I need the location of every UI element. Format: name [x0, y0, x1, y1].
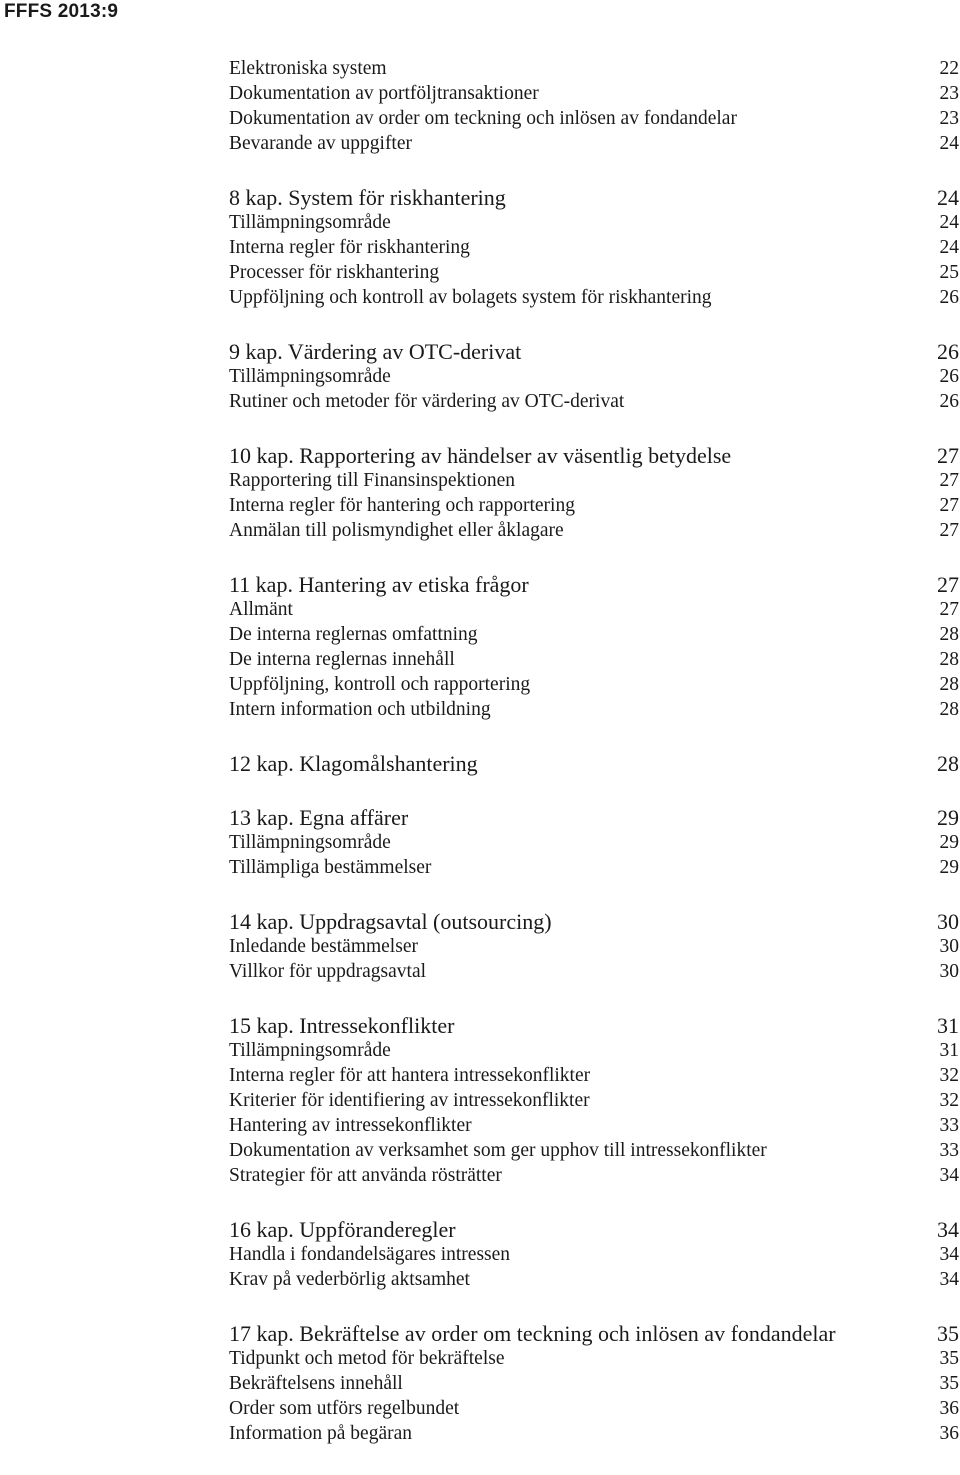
toc-entry-title: Bekräftelsens innehåll	[229, 1373, 403, 1394]
toc-section	[229, 443, 959, 543]
chapter-heading	[229, 1013, 959, 1038]
toc-entry	[229, 468, 959, 493]
toc-entry	[229, 1242, 959, 1267]
toc-entry-page-number: 24	[939, 133, 959, 154]
toc-entry-title: Interna regler för att hantera intressekonflikter	[229, 1065, 591, 1086]
toc-entry-title: Rapportering till Finansinspektionen	[229, 470, 515, 491]
toc-entry-page-number: 36	[939, 1423, 959, 1444]
toc-entry-title: Inledande bestämmelser	[229, 936, 418, 957]
toc-entry-title: Order som utförs regelbundet	[229, 1398, 460, 1419]
chapter-heading-page-number: 24	[937, 185, 959, 210]
toc-entry-title: Strategier för att använda rösträtter	[229, 1165, 502, 1186]
chapter-heading	[229, 805, 959, 830]
toc-entry-title: Dokumentation av order om teckning och inlösen av fondandelar	[229, 108, 737, 129]
toc-entry	[229, 493, 959, 518]
chapter-heading-page-number: 30	[937, 909, 959, 934]
toc-entry-page-number: 25	[939, 262, 959, 283]
toc-entry-page-number: 32	[939, 1090, 959, 1111]
toc-entry	[229, 1138, 959, 1163]
toc-entry	[229, 697, 959, 722]
toc-entry-page-number: 26	[939, 287, 959, 308]
toc-entry-title: Krav på vederbörlig aktsamhet	[229, 1269, 470, 1290]
toc-entry-title: Intern information och utbildning	[229, 699, 491, 720]
chapter-heading-page-number: 34	[937, 1217, 959, 1242]
toc-entry-page-number: 24	[939, 212, 959, 233]
toc-entry	[229, 1371, 959, 1396]
toc-section	[229, 909, 959, 984]
toc-entry-page-number: 28	[939, 624, 959, 645]
toc-entry	[229, 672, 959, 697]
chapter-heading	[229, 339, 959, 364]
toc-entry	[229, 389, 959, 414]
toc-entry	[229, 81, 959, 106]
toc-entry	[229, 1113, 959, 1138]
chapter-heading-page-number: 27	[937, 572, 959, 597]
toc-entry-page-number: 33	[939, 1140, 959, 1161]
toc-entry-title: Villkor för uppdragsavtal	[229, 961, 427, 982]
chapter-heading-title: 15 kap. Intressekonflikter	[229, 1013, 455, 1038]
chapter-heading	[229, 1321, 959, 1346]
toc-entry-title: Tillämpliga bestämmelser	[229, 857, 432, 878]
toc-entry-title: Anmälan till polismyndighet eller åklagare	[229, 520, 564, 541]
chapter-heading-title: 9 kap. Värdering av OTC-derivat	[229, 339, 522, 364]
toc-entry-title: Tillämpningsområde	[229, 366, 391, 387]
chapter-heading-title: 8 kap. System för riskhantering	[229, 185, 506, 210]
toc-entry	[229, 260, 959, 285]
toc-entry-title: Kriterier för identifiering av intressekonflikter	[229, 1090, 590, 1111]
chapter-heading	[229, 1217, 959, 1242]
chapter-heading-title: 13 kap. Egna affärer	[229, 805, 409, 830]
toc-entry	[229, 1421, 959, 1446]
toc-section	[229, 1217, 959, 1292]
toc-entry-page-number: 30	[939, 961, 959, 982]
toc-entry-title: Processer för riskhantering	[229, 262, 440, 283]
toc-entry	[229, 934, 959, 959]
toc-entry	[229, 285, 959, 310]
toc-entry-title: Tidpunkt och metod för bekräftelse	[229, 1348, 505, 1369]
toc-entry-title: Rutiner och metoder för värdering av OTC-derivat	[229, 391, 625, 412]
chapter-heading-title: 10 kap. Rapportering av händelser av väsentlig betydelse	[229, 443, 732, 468]
toc-entry	[229, 1346, 959, 1371]
toc-entry	[229, 1063, 959, 1088]
chapter-heading	[229, 572, 959, 597]
toc-entry-page-number: 26	[939, 366, 959, 387]
toc-entry-page-number: 35	[939, 1348, 959, 1369]
toc-entry-page-number: 31	[939, 1040, 959, 1061]
chapter-heading	[229, 443, 959, 468]
toc-entry	[229, 647, 959, 672]
chapter-heading-title: 11 kap. Hantering av etiska frågor	[229, 572, 529, 597]
toc-entry-page-number: 36	[939, 1398, 959, 1419]
toc-entry-title: Allmänt	[229, 599, 293, 620]
toc-entry	[229, 1267, 959, 1292]
toc-entry	[229, 235, 959, 260]
chapter-heading	[229, 909, 959, 934]
toc-entry-title: Uppföljning, kontroll och rapportering	[229, 674, 531, 695]
toc-entry-page-number: 22	[939, 58, 959, 79]
toc-entry-page-number: 34	[939, 1269, 959, 1290]
toc-entry	[229, 959, 959, 984]
chapter-heading-page-number: 29	[937, 805, 959, 830]
chapter-heading-title: 12 kap. Klagomålshantering	[229, 751, 478, 776]
toc-entry-title: Dokumentation av verksamhet som ger upphov till intressekonflikter	[229, 1140, 767, 1161]
toc-entry-page-number: 35	[939, 1373, 959, 1394]
toc-entry	[229, 622, 959, 647]
toc-entry	[229, 131, 959, 156]
toc-entry	[229, 210, 959, 235]
toc-entry-page-number: 33	[939, 1115, 959, 1136]
toc-entry-title: Interna regler för hantering och rapportering	[229, 495, 575, 516]
toc-entry-title: Hantering av intressekonflikter	[229, 1115, 472, 1136]
toc-section	[229, 1013, 959, 1188]
toc-entry-title: Uppföljning och kontroll av bolagets system för riskhantering	[229, 287, 712, 308]
toc-entry	[229, 1163, 959, 1188]
toc-section	[229, 751, 959, 776]
toc-entry	[229, 597, 959, 622]
toc-entry	[229, 830, 959, 855]
toc-entry-title: Tillämpningsområde	[229, 1040, 391, 1061]
toc-entry-page-number: 26	[939, 391, 959, 412]
table-of-contents	[229, 56, 959, 1475]
toc-entry-title: Interna regler för riskhantering	[229, 237, 470, 258]
chapter-heading	[229, 185, 959, 210]
toc-entry-title: Tillämpningsområde	[229, 212, 391, 233]
toc-entry-title: Bevarande av uppgifter	[229, 133, 413, 154]
toc-entry-title: Dokumentation av portföljtransaktioner	[229, 83, 539, 104]
toc-entry	[229, 56, 959, 81]
toc-entry-page-number: 29	[939, 857, 959, 878]
document-id: FFFS 2013:9	[4, 1, 119, 22]
toc-entry-title: Information på begäran	[229, 1423, 413, 1444]
toc-entry-page-number: 27	[939, 495, 959, 516]
toc-entry-page-number: 24	[939, 237, 959, 258]
toc-entry-title: Elektroniska system	[229, 58, 387, 79]
toc-entry-page-number: 28	[939, 649, 959, 670]
toc-entry-page-number: 27	[939, 470, 959, 491]
toc-entry-page-number: 28	[939, 674, 959, 695]
toc-entry-title: De interna reglernas omfattning	[229, 624, 478, 645]
toc-entry-page-number: 23	[939, 83, 959, 104]
chapter-heading-page-number: 31	[937, 1013, 959, 1038]
toc-entry-title: Handla i fondandelsägares intressen	[229, 1244, 511, 1265]
chapter-heading-page-number: 28	[937, 751, 959, 776]
toc-section	[229, 56, 959, 156]
toc-section	[229, 339, 959, 414]
chapter-heading-title: 16 kap. Uppföranderegler	[229, 1217, 456, 1242]
toc-entry	[229, 106, 959, 131]
chapter-heading-title: 17 kap. Bekräftelse av order om teckning och inlösen av fondandelar	[229, 1321, 836, 1346]
toc-entry-page-number: 23	[939, 108, 959, 129]
toc-entry	[229, 1038, 959, 1063]
toc-entry-page-number: 34	[939, 1244, 959, 1265]
toc-entry-page-number: 28	[939, 699, 959, 720]
chapter-heading-page-number: 26	[937, 339, 959, 364]
toc-section	[229, 185, 959, 310]
toc-entry	[229, 364, 959, 389]
chapter-heading-page-number: 27	[937, 443, 959, 468]
toc-entry-page-number: 30	[939, 936, 959, 957]
toc-entry	[229, 518, 959, 543]
toc-section	[229, 1321, 959, 1446]
chapter-heading-title: 14 kap. Uppdragsavtal (outsourcing)	[229, 909, 552, 934]
toc-entry	[229, 1088, 959, 1113]
toc-entry-page-number: 32	[939, 1065, 959, 1086]
toc-entry	[229, 855, 959, 880]
toc-entry	[229, 1396, 959, 1421]
toc-entry-title: De interna reglernas innehåll	[229, 649, 455, 670]
toc-entry-title: Tillämpningsområde	[229, 832, 391, 853]
toc-entry-page-number: 34	[939, 1165, 959, 1186]
toc-section	[229, 572, 959, 722]
chapter-heading-page-number: 35	[937, 1321, 959, 1346]
toc-entry-page-number: 27	[939, 520, 959, 541]
toc-entry-page-number: 27	[939, 599, 959, 620]
toc-entry-page-number: 29	[939, 832, 959, 853]
toc-section	[229, 805, 959, 880]
chapter-heading	[229, 751, 959, 776]
